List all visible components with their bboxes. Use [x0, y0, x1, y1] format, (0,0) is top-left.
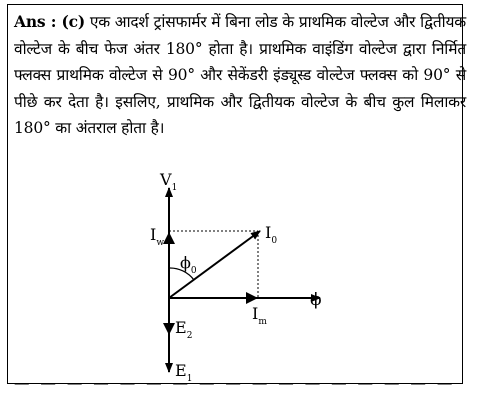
e2-arrowhead: [163, 323, 175, 335]
iw-label: $I_w$: [150, 225, 165, 248]
answer-text: एक आदर्श ट्रांसफार्मर में बिना लोड के प्राथमिक वोल्टेज और द्वितीयक वोल्टेज के बीच फेज अंतर 180° होता है। प्राथमिक वाइंडिंग वोल्टेज द्वारा निर्मित फ्लक्स प्राथमिक वोल्टेज से 90° और सेकेंडरी इंड्यूस्ड वोल्टेज फ्लक्स को 90° से पीछे कर देता है। इसलिए, प्राथमिक और द्वितीयक वोल्टेज के बीच कुल मिलाकर 180° का अंतराल होता है।: [14, 13, 466, 137]
iw-arrowhead: [163, 232, 175, 244]
answer-label: Ans : (c): [14, 12, 86, 31]
e2-label: $E_2$: [175, 318, 193, 341]
phi0-label: $\phi_0$: [180, 253, 197, 276]
flux-label: ϕ: [310, 290, 322, 310]
e1-label: $E_1$: [175, 361, 193, 384]
v1-label: $V_1$: [160, 170, 178, 193]
i0-label: $I_0$: [265, 223, 278, 246]
next-question-cut-text: [14, 383, 464, 391]
im-label: $I_m$: [252, 304, 267, 327]
im-arrowhead: [246, 292, 258, 304]
